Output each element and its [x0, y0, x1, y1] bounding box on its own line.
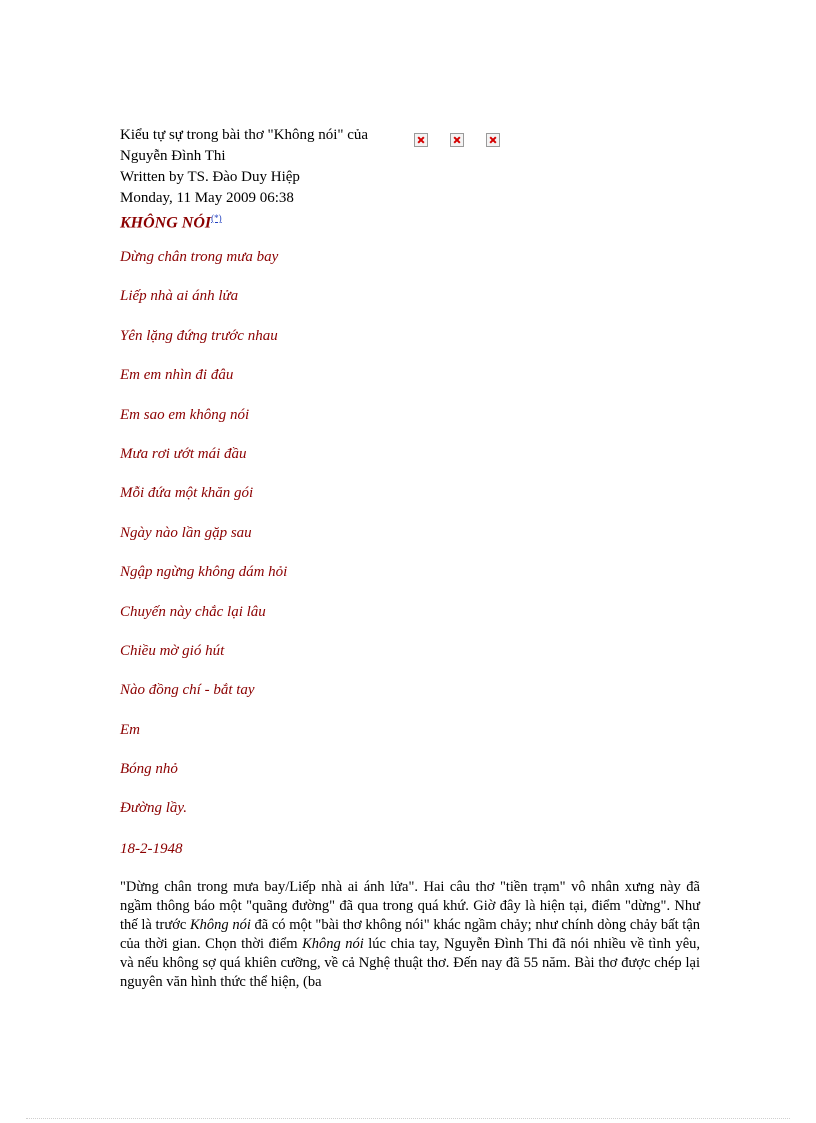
poem-line: Chiều mờ gió hút [120, 642, 225, 659]
poem-line: Ngày nào lần gặp sau [120, 524, 252, 541]
poem-line: Đường lầy. [120, 800, 188, 817]
essay-italic-title: Không nói [189, 917, 251, 933]
essay-italic-title: Không nói [302, 936, 364, 952]
essay-text: lúc chia tay, Nguyễn Đình Thi đã nói nhiều về tình yêu, và nếu không sợ quá khiên cưỡng, về cả Nghệ thuật thơ. Đến nay đã 55 năm. Bài thơ được chép lại nguyên văn hình thức thể hiện, (ba [120, 936, 701, 990]
essay-text: "Dừng chân trong mưa bay/Liếp nhà ai ánh lửa". Hai câu thơ "tiền trạm" vô nhân xưng này đã ngầm thông báo một "quãng đường" đã qua trong quá khứ. Giờ đây là hiện tại, điểm "dừng". Như thế là trước [120, 879, 700, 933]
article-title-line-1: Kiểu tự sự trong bài thơ "Không nói" của [120, 127, 369, 143]
essay-text: đã có một "bài thơ không nói" khác ngầm chảy; như chính dòng chảy bất tận của thời gian. Chọn thời điểm [120, 917, 700, 952]
page-bottom-divider [26, 1118, 790, 1119]
poem-line: Mưa rơi ướt mái đầu [120, 445, 247, 462]
broken-image-icon [450, 133, 464, 147]
poem-date: 18-2-1948 [120, 841, 183, 857]
image-icons-row [414, 133, 500, 147]
poem-line: Em em nhìn đi đâu [120, 367, 234, 384]
poem-line: Chuyến này chắc lại lâu [120, 603, 266, 620]
broken-image-icon [486, 133, 500, 147]
poem-line: Em sao em không nói [120, 406, 250, 423]
poem-line: Yên lặng đứng trước nhau [120, 327, 278, 344]
poem-title [120, 207, 222, 234]
poem-line: Dừng chân trong mưa bay [120, 249, 279, 265]
poem-line: Liếp nhà ai ánh lửa [120, 288, 239, 305]
poem-line: Nào đồng chí - bắt tay [120, 682, 255, 699]
poem-line: Ngập ngừng không dám hỏi [120, 564, 288, 581]
poem-line: Em [120, 721, 140, 738]
poem-lines [120, 246, 287, 837]
poem-line: Bóng nhỏ [120, 761, 178, 778]
article-header [120, 125, 410, 209]
footnote-link[interactable]: (*) [211, 213, 222, 223]
article-title-line-2: Nguyễn Đình Thi [120, 148, 226, 164]
broken-image-icon [414, 133, 428, 147]
essay-paragraph [120, 878, 700, 992]
article-date: Monday, 11 May 2009 06:38 [120, 190, 294, 206]
article-author: Written by TS. Đào Duy Hiệp [120, 169, 300, 185]
poem-title-text: KHÔNG NÓI [120, 214, 212, 232]
poem-line: Mỗi đứa một khăn gói [120, 485, 254, 502]
